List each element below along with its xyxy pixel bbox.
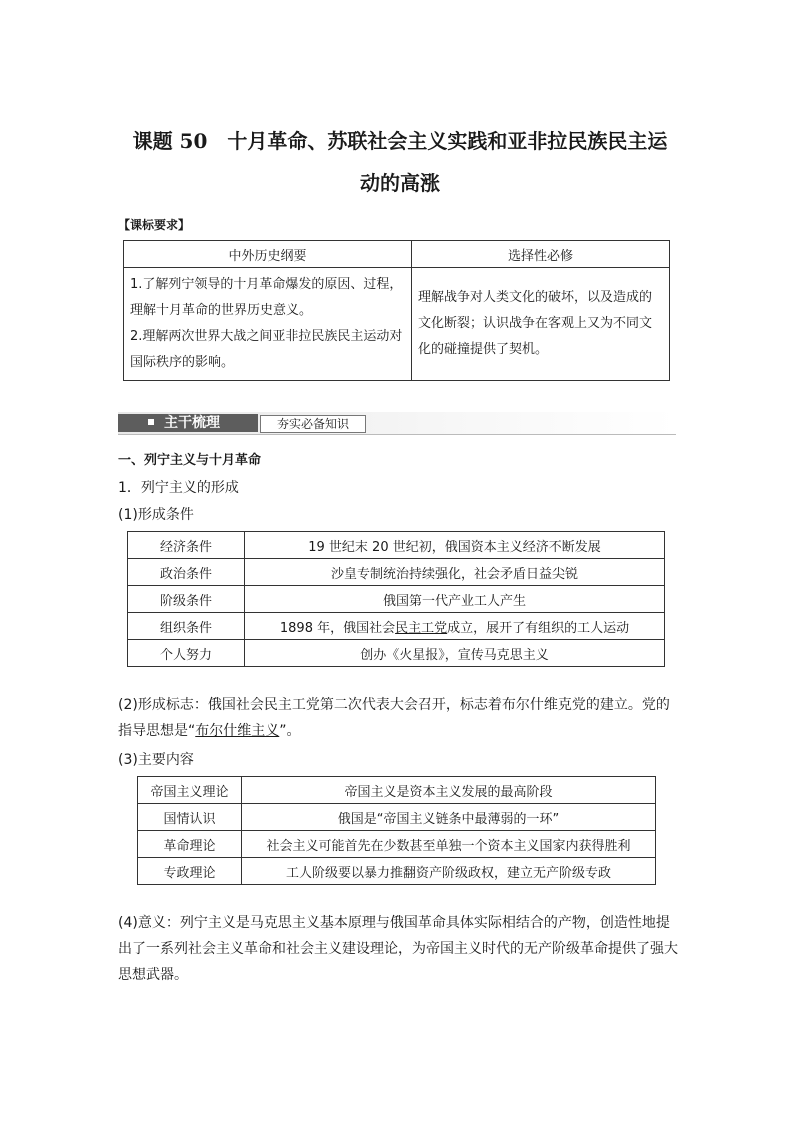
standards-right-cell: 理解战争对人类文化的破坏，以及造成的文化断裂；认识战争在客观上又为不同文化的碰撞提供了契机。 [412, 268, 670, 381]
contents-title: (3)主要内容 [118, 752, 194, 768]
formation-mark-underlined: 布尔什维主义 [195, 723, 280, 739]
condition-value: 俄国第一代产业工人产生 [245, 586, 665, 613]
section-heading: 一、列宁主义与十月革命 [118, 453, 262, 468]
content-key: 革命理论 [138, 831, 242, 858]
table-row [128, 586, 665, 613]
content-key: 国情认识 [138, 804, 242, 831]
standards-left-item-1: 1.了解列宁领导的十月革命爆发的原因、过程，理解十月革命的世界历史意义。 [130, 277, 403, 318]
content-value: 社会主义可能首先在少数甚至单独一个资本主义国家内获得胜利 [242, 831, 656, 858]
standards-left-item-2: 2.理解两次世界大战之间亚非拉民族民主运动对国际秩序的影响。 [130, 329, 403, 370]
table-row [128, 613, 665, 640]
condition-key: 经济条件 [128, 532, 245, 559]
condition-value: 创办《火星报》，宣传马克思主义 [245, 640, 665, 667]
condition-key: 个人努力 [128, 640, 245, 667]
standards-table [123, 240, 670, 381]
condition-value-underlined: 民主工党 [395, 620, 448, 636]
banner-sub: 夯实必备知识 [260, 415, 366, 433]
banner-main-text: 主干梳理 [164, 415, 220, 431]
standards-header-right: 选择性必修 [412, 241, 670, 268]
conditions-table [127, 531, 665, 667]
table-row [128, 559, 665, 586]
table-row [138, 858, 656, 885]
banner-main [118, 414, 258, 432]
condition-value: 19 世纪末 20 世纪初，俄国资本主义经济不断发展 [245, 532, 665, 559]
condition-key: 阶级条件 [128, 586, 245, 613]
table-row [138, 777, 656, 804]
condition-value [245, 613, 665, 640]
formation-mark-pre: (2)形成标志：俄国社会民主工党第二次代表大会召开，标志着布尔什维克党的建立。党的指导思想是“ [118, 697, 670, 739]
condition-key: 组织条件 [128, 613, 245, 640]
conditions-title: (1)形成条件 [118, 507, 194, 523]
table-row [138, 831, 656, 858]
contents-table [137, 776, 656, 885]
table-row [128, 532, 665, 559]
content-value: 帝国主义是资本主义发展的最高阶段 [242, 777, 656, 804]
standards-left-cell [124, 268, 412, 381]
standards-label: 【课标要求】 [118, 218, 191, 232]
condition-key: 政治条件 [128, 559, 245, 586]
title-line-2: 动的高涨 [360, 171, 440, 195]
square-bullet-icon [148, 419, 154, 425]
title-line-1: 课题 50 十月革命、苏联社会主义实践和亚非拉民族民主运 [132, 129, 668, 153]
content-key: 专政理论 [138, 858, 242, 885]
content-value: 工人阶级要以暴力推翻资产阶级政权，建立无产阶级专政 [242, 858, 656, 885]
page-title [110, 120, 690, 204]
condition-value-pre: 1898 年，俄国社会 [279, 620, 396, 636]
standards-header-left: 中外历史纲要 [124, 241, 412, 268]
significance-paragraph: (4)意义：列宁主义是马克思主义基本原理与俄国革命具体实际相结合的产物，创造性地提出了一系列社会主义革命和社会主义建设理论，为帝国主义时代的无产阶级革命提供了强大思想武器。 [118, 915, 678, 983]
content-key: 帝国主义理论 [138, 777, 242, 804]
formation-mark-post: ”。 [279, 723, 301, 739]
formation-mark-paragraph [118, 692, 678, 744]
condition-value-post: 成立，展开了有组织的工人运动 [447, 620, 630, 636]
section-banner [118, 412, 676, 435]
subsection-heading: 1．列宁主义的形成 [118, 480, 239, 496]
table-row [138, 804, 656, 831]
table-row [128, 640, 665, 667]
condition-value: 沙皇专制统治持续强化，社会矛盾日益尖锐 [245, 559, 665, 586]
content-value: 俄国是“帝国主义链条中最薄弱的一环” [242, 804, 656, 831]
